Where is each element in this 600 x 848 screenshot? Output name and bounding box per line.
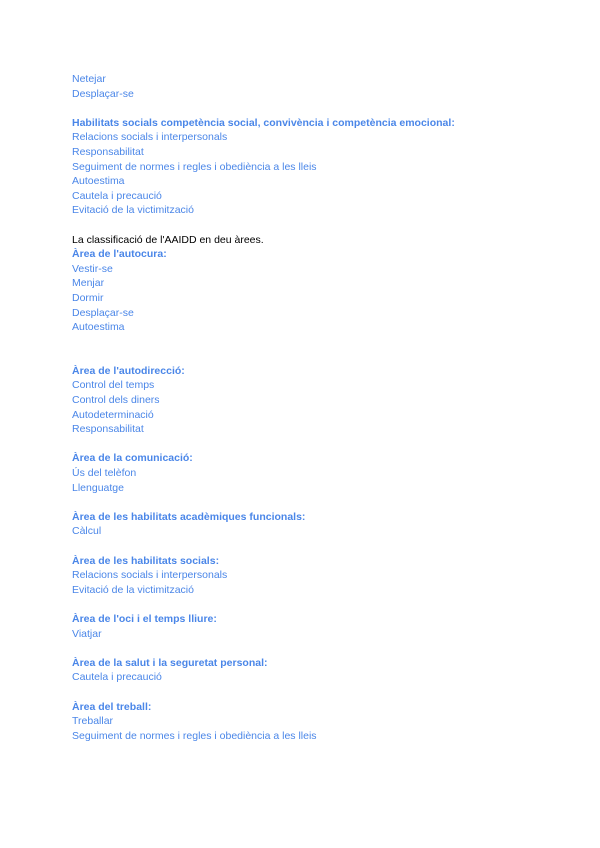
list-item: Llenguatge <box>72 481 124 494</box>
list-item: Responsabilitat <box>72 145 144 158</box>
area-heading: Àrea de les habilitats acadèmiques funcionals: <box>72 510 306 523</box>
list-item: Càlcul <box>72 525 102 538</box>
list-item: Dormir <box>72 291 104 304</box>
spacer <box>72 335 542 364</box>
list-item: Desplaçar-se <box>72 87 134 100</box>
spacer <box>72 641 542 656</box>
list-item: Treballar <box>72 715 114 728</box>
list-item: Evitació de la victimització <box>72 204 194 217</box>
list-item: Desplaçar-se <box>72 306 134 319</box>
list-item: Viatjar <box>72 627 102 640</box>
list-item: Autodeterminació <box>72 408 154 421</box>
list-item: Menjar <box>72 277 105 290</box>
list-item: Vestir-se <box>72 262 113 275</box>
list-item: Autoestima <box>72 321 125 334</box>
area-heading: Àrea del treball: <box>72 700 152 713</box>
list-item: Cautela i precaució <box>72 189 162 202</box>
list-item: Ús del telèfon <box>72 467 137 480</box>
spacer <box>72 685 542 700</box>
list-item: Responsabilitat <box>72 423 144 436</box>
list-item: Relacions socials i interpersonals <box>72 569 228 582</box>
spacer <box>72 101 542 116</box>
list-item: Seguiment de normes i regles i obediència a les lleis <box>72 729 317 742</box>
list-item: Netejar <box>72 73 106 85</box>
area-heading: Àrea de les habilitats socials: <box>72 554 220 567</box>
area-heading: Àrea de l'autocura: <box>72 248 167 261</box>
area-heading: Àrea de l'oci i el temps lliure: <box>72 612 217 625</box>
spacer <box>72 597 542 612</box>
area-heading: Àrea de la comunicació: <box>72 452 193 465</box>
spacer <box>72 218 542 233</box>
classification-paragraph: La classificació de l'AAIDD en deu àrees. <box>72 233 264 246</box>
list-item: Relacions socials i interpersonals <box>72 131 228 144</box>
list-item: Seguiment de normes i regles i obediència a les lleis <box>72 160 317 173</box>
list-item: Autoestima <box>72 175 125 188</box>
list-item: Control dels diners <box>72 394 160 407</box>
spacer <box>72 495 542 510</box>
area-heading: Àrea de la salut i la seguretat personal: <box>72 656 268 669</box>
area-heading: Àrea de l'autodirecció: <box>72 364 185 377</box>
document-page <box>72 72 542 743</box>
list-item: Evitació de la victimització <box>72 583 194 596</box>
spacer <box>72 437 542 452</box>
list-item: Cautela i precaució <box>72 671 162 684</box>
section-heading: Habilitats socials competència social, convivència i competència emocional: <box>72 116 455 129</box>
list-item: Control del temps <box>72 379 155 392</box>
spacer <box>72 539 542 554</box>
